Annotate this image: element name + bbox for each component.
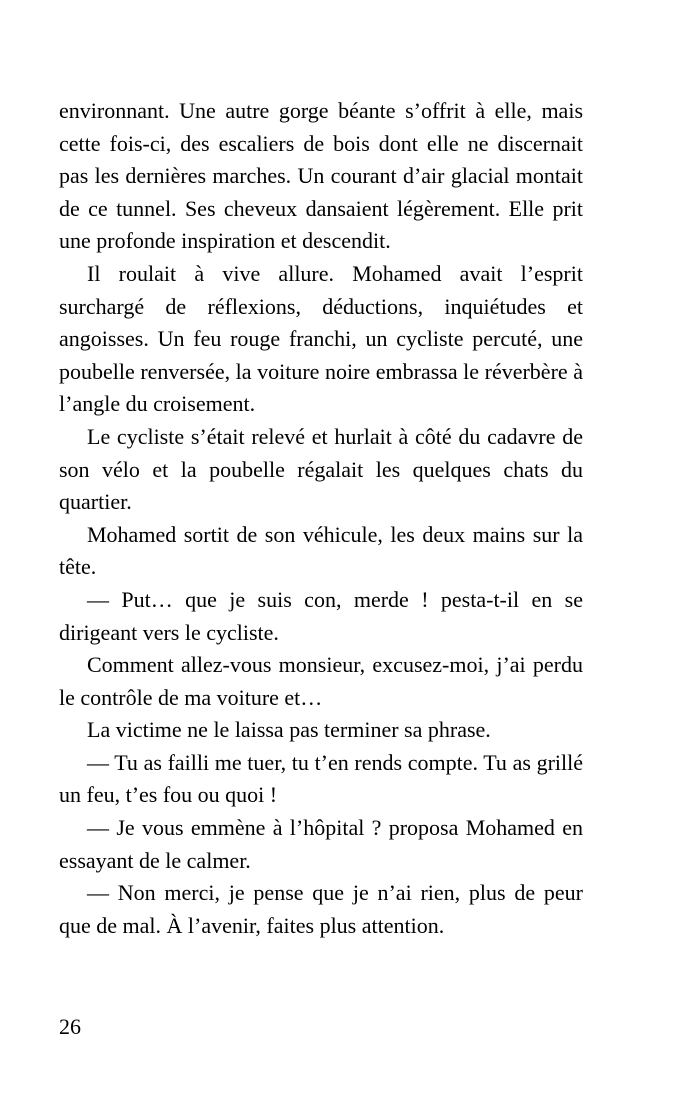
paragraph-1: environnant. Une autre gorge béante s’offrit à elle, mais cette fois-ci, des escaliers de bois dont elle ne discernait pas les dernières marches. Un courant d’air glacial montait de ce tunnel. Ses cheveux dansaient légèrement. Elle prit une profonde inspiration et descendit. <box>59 98 583 254</box>
paragraph-6: Comment allez-vous monsieur, excusez-moi, j’ai perdu le contrôle de ma voiture et… <box>59 652 583 710</box>
paragraph-8: — Tu as failli me tuer, tu t’en rends compte. Tu as grillé un feu, t’es fou ou quoi ! <box>59 749 583 808</box>
paragraph-9: — Je vous emmène à l’hôpital ? proposa Mohamed en essayant de le calmer. <box>59 815 583 873</box>
paragraph-3: Le cycliste s’était relevé et hurlait à côté du cadavre de son vélo et la poubelle régalait les quelques chats du quartier. <box>59 423 583 515</box>
paragraph-5: — Put… que je suis con, merde ! pesta-t-il en se dirigeant vers le cycliste. <box>59 586 583 645</box>
page-number: 26 <box>59 1014 81 1039</box>
paragraph-7: La victime ne le laissa pas terminer sa phrase. <box>87 717 491 743</box>
paragraph-4: Mohamed sortit de son véhicule, les deux mains sur la tête. <box>59 521 583 580</box>
paragraph-10: — Non merci, je pense que je n’ai rien, plus de peur que de mal. À l’avenir, faites plus attention. <box>59 880 583 938</box>
page-body-text <box>59 95 583 942</box>
paragraph-2: Il roulait à vive allure. Mohamed avait l’esprit surchargé de réflexions, déductions, inquiétudes et angoisses. Un feu rouge franchi, un cycliste percuté, une poubelle renversée, la voiture noire embrassa le réverbère à l’angle du croisement. <box>59 260 583 417</box>
